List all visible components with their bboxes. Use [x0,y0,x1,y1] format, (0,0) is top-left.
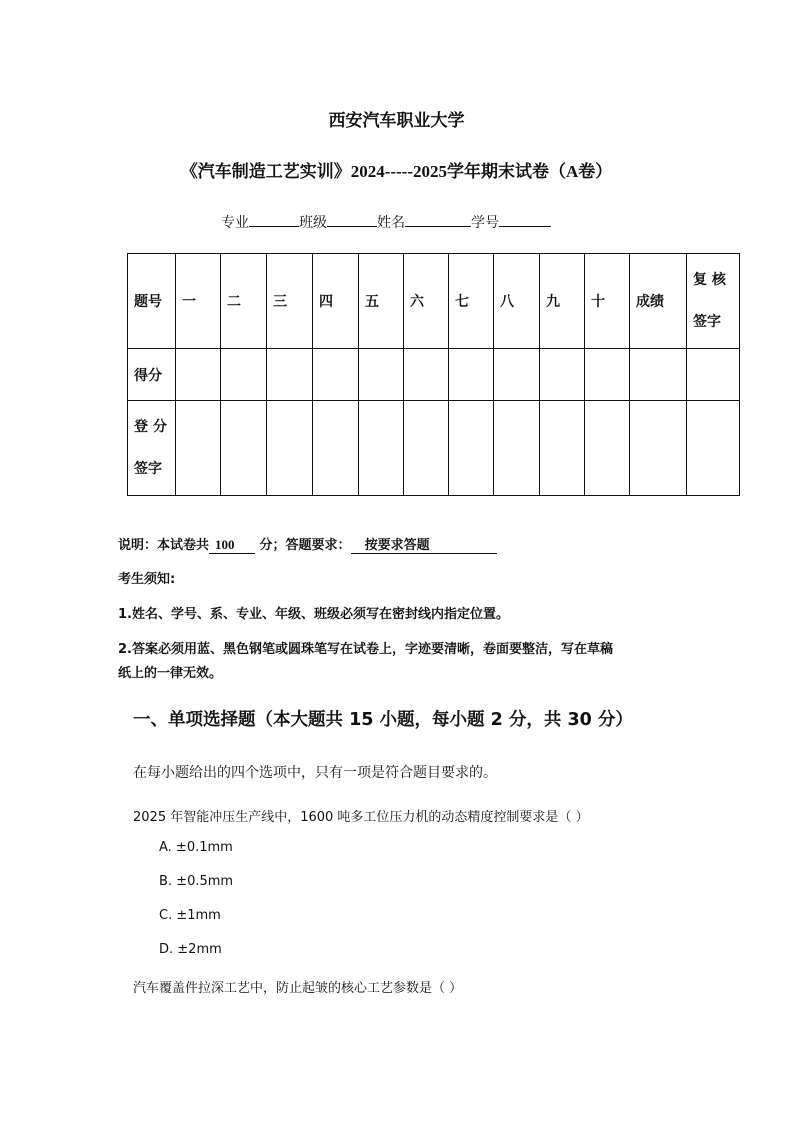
class-field[interactable] [327,212,377,227]
sign-cell[interactable] [540,401,585,496]
score-cell[interactable] [267,349,313,401]
header-cell: 四 [313,254,359,349]
score-cell[interactable] [630,349,687,401]
major-field[interactable] [249,212,299,227]
name-field[interactable] [405,212,471,227]
header-cell: 成绩 [630,254,687,349]
sign-cell[interactable] [221,401,267,496]
section-title: 一、单项选择题（本大题共 15 小题，每小题 2 分，共 30 分） [133,710,633,730]
sign-cell[interactable] [687,401,740,496]
major-label: 专业 [221,215,249,231]
sign-row-label [128,401,176,496]
university-name: 西安汽车职业大学 [328,111,465,130]
score-cell[interactable] [176,349,221,401]
score-cell[interactable] [449,349,494,401]
notice-item-2: 2.答案必须用蓝、黑色钢笔或圆珠笔写在试卷上，字迹要清晰，卷面要整洁，写在草稿 [118,642,613,657]
sign-label-line1: 登 分 [134,419,167,435]
sign-cell[interactable] [267,401,313,496]
sign-cell[interactable] [313,401,359,496]
review-label: 复 核 [693,272,726,288]
score-table [127,253,740,496]
header-cell: 七 [449,254,494,349]
score-cell[interactable] [313,349,359,401]
header-cell: 九 [540,254,585,349]
sign-cell[interactable] [176,401,221,496]
header-cell: 二 [221,254,267,349]
score-cell[interactable] [687,349,740,401]
header-cell: 一 [176,254,221,349]
sign-cell[interactable] [585,401,630,496]
question-1-option-b[interactable]: B. ±0.5mm [159,874,234,889]
exam-description [118,534,497,554]
desc-prefix: 说明：本试卷共 [118,538,210,553]
student-id-field[interactable] [499,212,551,227]
sign-cell[interactable] [449,401,494,496]
score-row-label: 得分 [128,349,176,401]
header-cell: 十 [585,254,630,349]
class-label: 班级 [299,215,327,231]
question-2-stem: 汽车覆盖件拉深工艺中，防止起皱的核心工艺参数是（ ） [133,981,463,996]
sign-cell[interactable] [404,401,449,496]
question-1-option-d[interactable]: D. ±2mm [159,942,222,957]
score-cell[interactable] [540,349,585,401]
name-label: 姓名 [377,215,405,231]
sign-cell[interactable] [630,401,687,496]
score-cell[interactable] [221,349,267,401]
question-1-stem: 2025 年智能冲压生产线中，1600 吨多工位压力机的动态精度控制要求是（ ） [133,810,589,825]
sign-cell[interactable] [494,401,540,496]
header-cell: 八 [494,254,540,349]
score-row [128,349,740,401]
question-1-option-c[interactable]: C. ±1mm [159,908,221,923]
score-cell[interactable] [494,349,540,401]
exam-title: 《汽车制造工艺实训》2024-----2025学年期末试卷（A卷） [180,162,613,181]
header-cell: 五 [359,254,404,349]
table-header-row [128,254,740,349]
notice-item-2-cont: 纸上的一律无效。 [118,666,223,681]
score-cell[interactable] [585,349,630,401]
notice-title: 考生须知: [118,572,176,587]
question-1-option-a[interactable]: A. ±0.1mm [159,840,233,855]
score-cell[interactable] [359,349,404,401]
total-score: 100 [209,537,255,554]
score-cell[interactable] [404,349,449,401]
header-cell: 三 [267,254,313,349]
section-instruction: 在每小题给出的四个选项中，只有一项是符合题目要求的。 [133,765,497,781]
student-info-line [221,212,551,232]
student-id-label: 学号 [471,215,499,231]
notice-item-1: 1.姓名、学号、系、专业、年级、班级必须写在密封线内指定位置。 [118,607,509,622]
header-cell: 六 [404,254,449,349]
answer-requirement: 按要求答题 [351,534,497,554]
sign-label-line2: 签字 [134,461,162,477]
desc-mid: 分；答题要求： [259,538,351,553]
sign-row [128,401,740,496]
header-cell: 题号 [128,254,176,349]
review-sign-header [687,254,740,349]
sign-label: 签字 [693,314,721,330]
sign-cell[interactable] [359,401,404,496]
